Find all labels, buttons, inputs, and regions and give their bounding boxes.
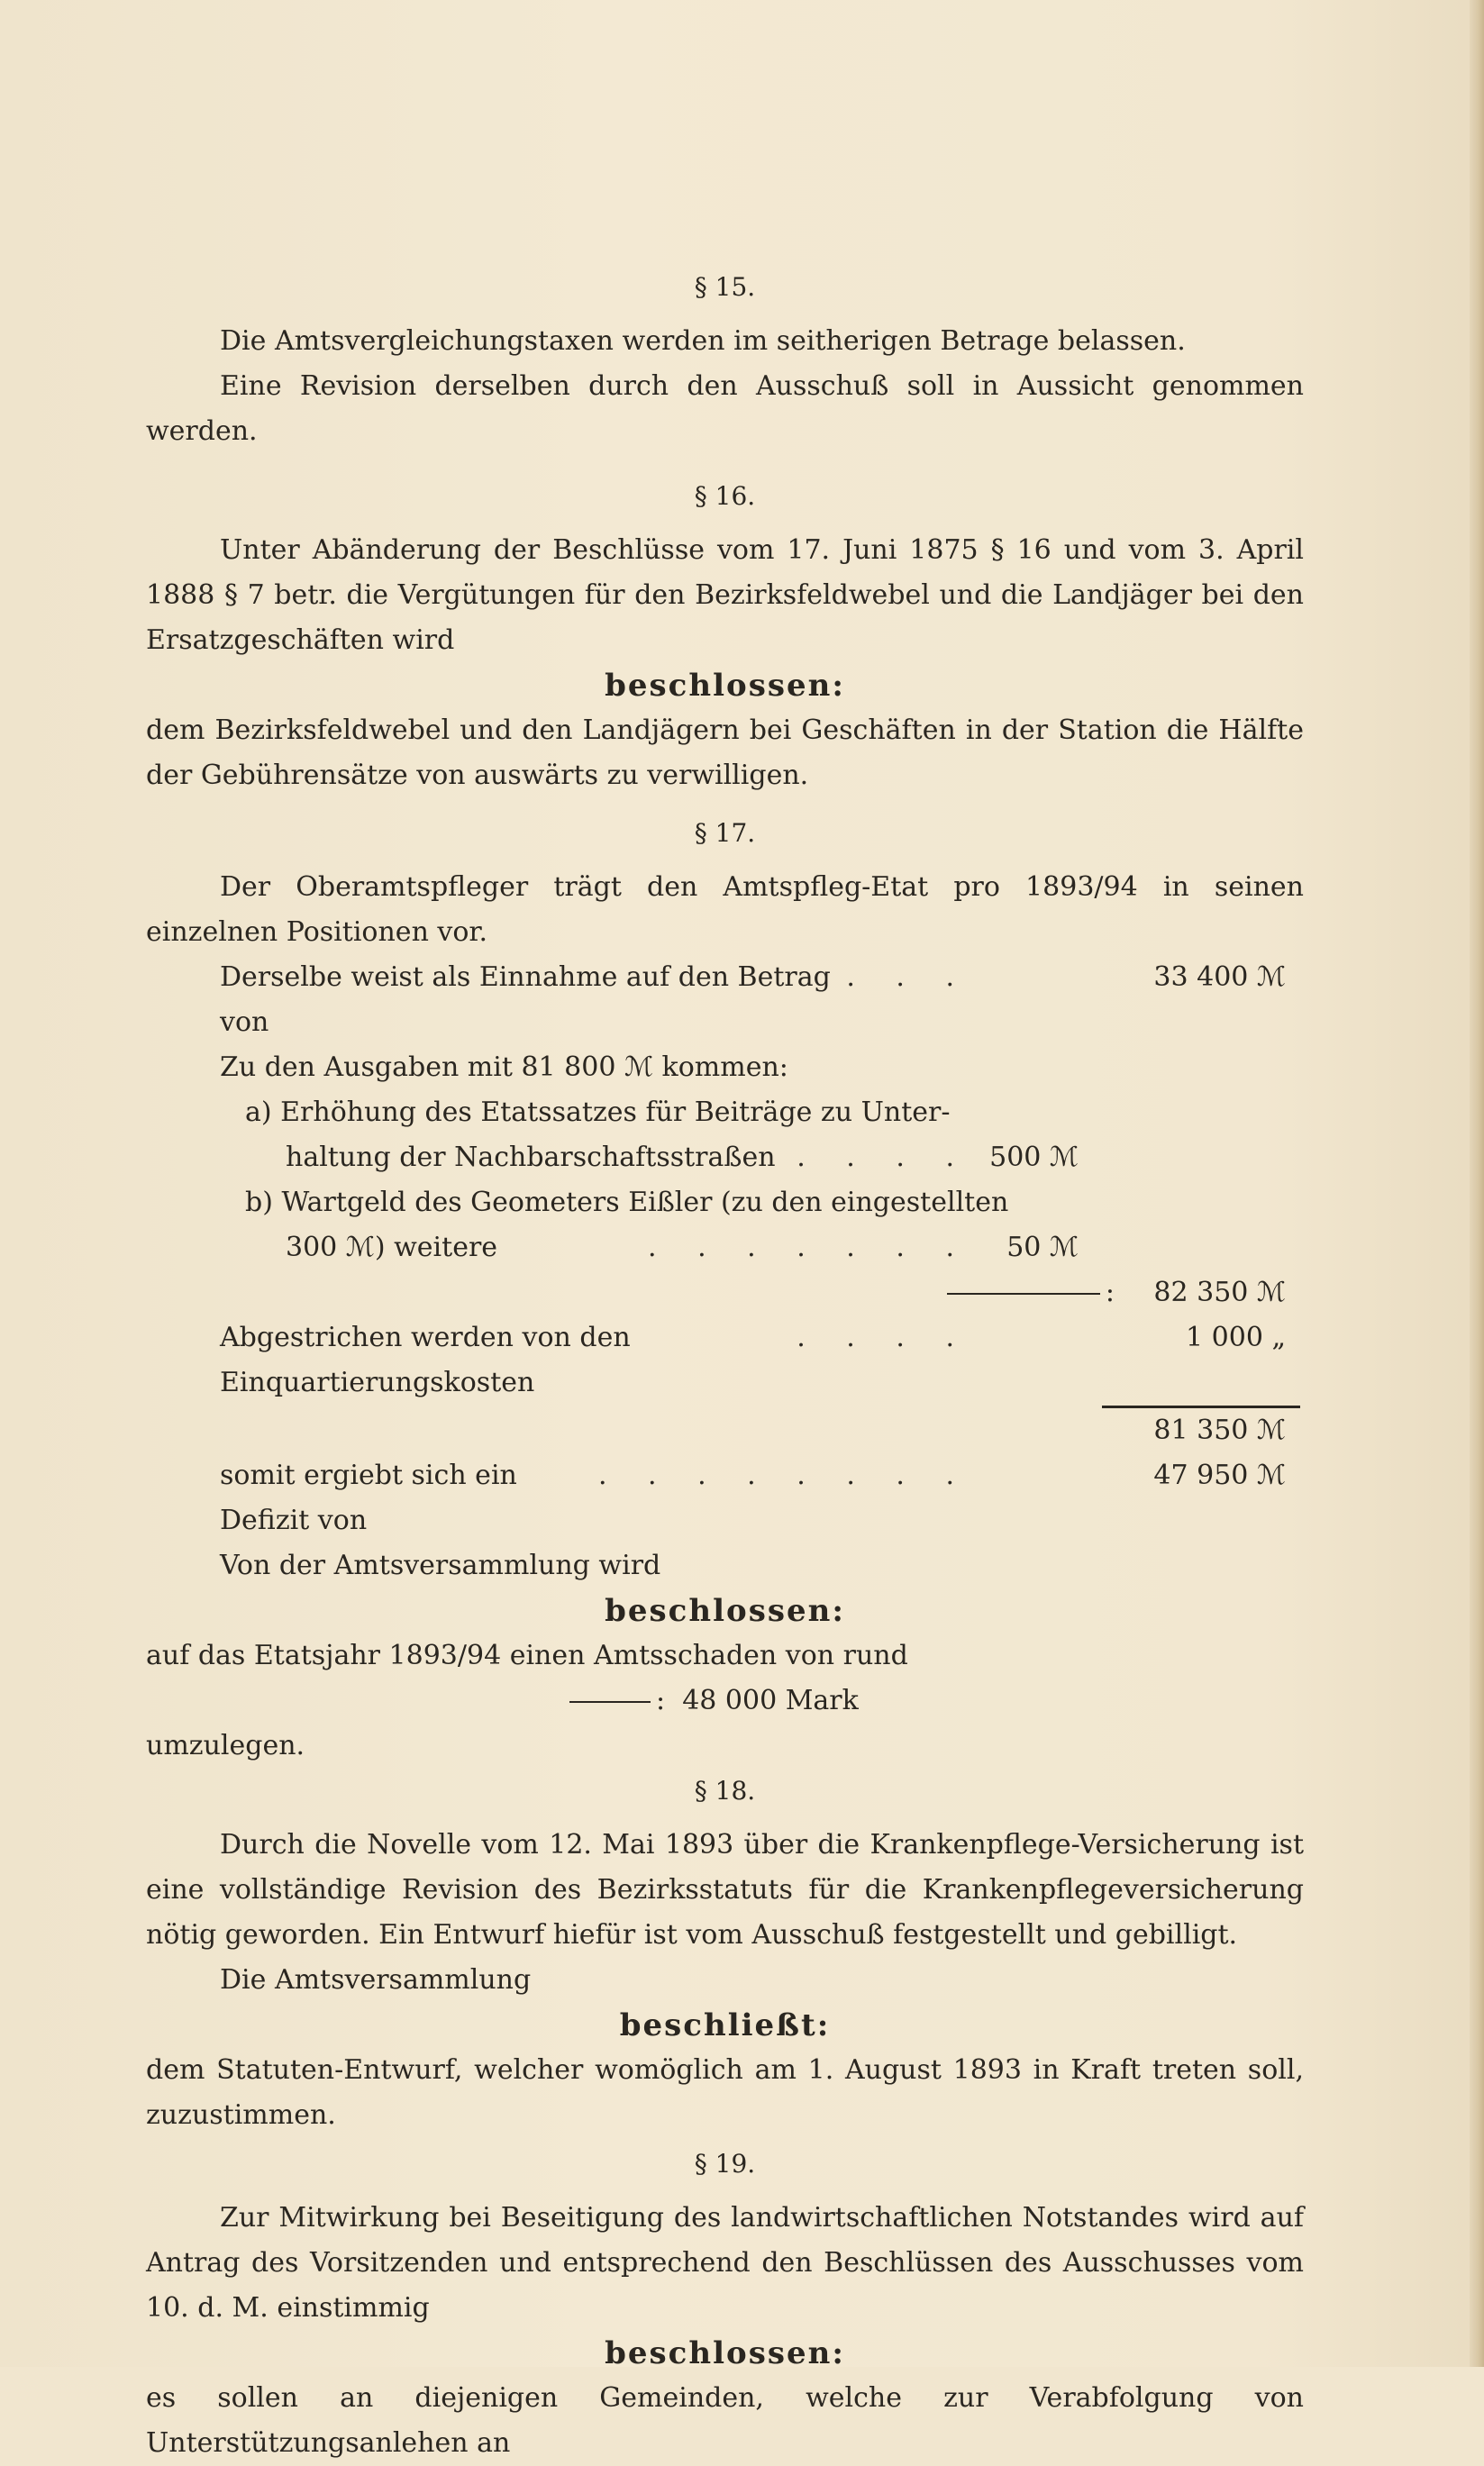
paragraph-17-2: auf das Etatsjahr 1893/94 einen Amtsschaden von rund	[146, 1640, 908, 1671]
section-heading-18: § 18.	[694, 1776, 756, 1806]
income-value: 33 400 ℳ	[1153, 961, 1286, 993]
subtotal-value: 82 350 ℳ	[1153, 1277, 1286, 1308]
paragraph-19-1: Zur Mitwirkung bei Beseitigung des landwirtschaftlichen Notstandes wird auf Antrag des Vorsitzenden und entsprechend den Beschlüssen des Ausschusses vom 10. d. M. einstimmig	[146, 2202, 1304, 2324]
income-row	[146, 955, 1304, 1045]
deficit-value: 47 950 ℳ	[1153, 1460, 1286, 1491]
paragraph-16-2: dem Bezirksfeldwebel und den Landjägern bei Geschäften in der Station die Hälfte der Gebührensätze von auswärts zu verwilligen.	[146, 714, 1304, 791]
item-a-line1: a) Erhöhung des Etatssatzes für Beiträge zu Unter-	[245, 1097, 951, 1128]
subtotal-rule: :	[947, 1270, 1115, 1315]
deficit-dots: . . . . . . . .	[597, 1460, 970, 1491]
item-a-dots: . . . .	[797, 1142, 970, 1173]
deduct-value: 1 000 „	[1186, 1322, 1286, 1353]
assembly-18: Die Amtsversammlung	[220, 1964, 532, 1996]
subtotal-row	[146, 1270, 1304, 1315]
deduct-row	[146, 1315, 1304, 1406]
paragraph-16-1: Unter Abänderung der Beschlüsse vom 17. Juni 1875 § 16 und vom 3. April 1888 § 7 betr. die Vergütungen für den Bezirksfeldwebel und die Landjäger bei den Ersatzgeschäften wird	[146, 534, 1304, 656]
paragraph-17-3: umzulegen.	[146, 1730, 305, 1761]
item-a-value: 500 ℳ	[989, 1142, 1079, 1173]
deficit-label: somit ergiebt sich ein Defizit von	[220, 1460, 517, 1536]
item-b-dots: . . . . . . .	[648, 1232, 970, 1263]
section-heading-19: § 19.	[694, 2149, 756, 2179]
total-row	[146, 1408, 1304, 1453]
deduct-label: Abgestrichen werden von den Einquartierungskosten	[220, 1322, 631, 1398]
item-a-row	[146, 1135, 1304, 1180]
paragraph-18-2: dem Statuten-Entwurf, welcher womöglich am 1. August 1893 in Kraft treten soll, zuzustimmen.	[146, 2054, 1304, 2131]
paragraph-18-1: Durch die Novelle vom 12. Mai 1893 über die Krankenpflege-Versicherung ist eine vollständige Revision des Bezirksstatuts für die Krankenpflegeversicherung nötig geworden. Ein Entwurf hiefür ist vom Ausschuß festgestellt und gebilligt.	[146, 1829, 1304, 1951]
item-b-row	[146, 1225, 1304, 1270]
resolution-19: beschlossen:	[605, 2335, 845, 2371]
document-body	[146, 258, 1304, 2466]
resolution-18: beschließt:	[619, 2007, 831, 2043]
paragraph-17-1: Der Oberamtspfleger trägt den Amtspfleg-Etat pro 1893/94 in seinen einzelnen Positionen vor.	[146, 871, 1304, 948]
section-heading-16: § 16.	[694, 481, 756, 511]
section-heading-15: § 15.	[694, 272, 756, 302]
expense-intro: Zu den Ausgaben mit 81 800 ℳ kommen:	[220, 1051, 788, 1083]
income-label: Derselbe weist als Einnahme auf den Betrag von	[220, 961, 831, 1038]
amount-value: 48 000 Mark	[682, 1685, 859, 1716]
page-edge	[1470, 0, 1484, 2367]
section-heading-17: § 17.	[694, 818, 756, 848]
paragraph-15-1: Die Amtsvergleichungstaxen werden im seitherigen Betrage belassen.	[220, 325, 1186, 357]
deficit-row	[146, 1453, 1304, 1543]
item-a-line2: haltung der Nachbarschaftsstraßen	[286, 1142, 776, 1173]
deduct-dots: . . . .	[797, 1322, 970, 1353]
paragraph-19-2: es sollen an diejenigen Gemeinden, welche zur Verabfolgung von Unterstützungsanlehen an	[146, 2382, 1304, 2459]
amount-row: : 48 000 Mark	[146, 1679, 1304, 1724]
assembly-17: Von der Amtsversammlung wird	[220, 1550, 661, 1581]
resolution-16: beschlossen:	[605, 668, 845, 704]
resolution-17: beschlossen:	[605, 1593, 845, 1629]
item-b-line2: 300 ℳ) weitere	[286, 1232, 498, 1263]
item-b-value: 50 ℳ	[1006, 1232, 1079, 1263]
income-dots: . . .	[846, 961, 970, 993]
paragraph-15-2: Eine Revision derselben durch den Ausschuß soll in Aussicht genommen werden.	[146, 370, 1304, 447]
total-value: 81 350 ℳ	[1153, 1415, 1286, 1446]
item-b-line1: b) Wartgeld des Geometers Eißler (zu den eingestellten	[245, 1187, 1009, 1218]
